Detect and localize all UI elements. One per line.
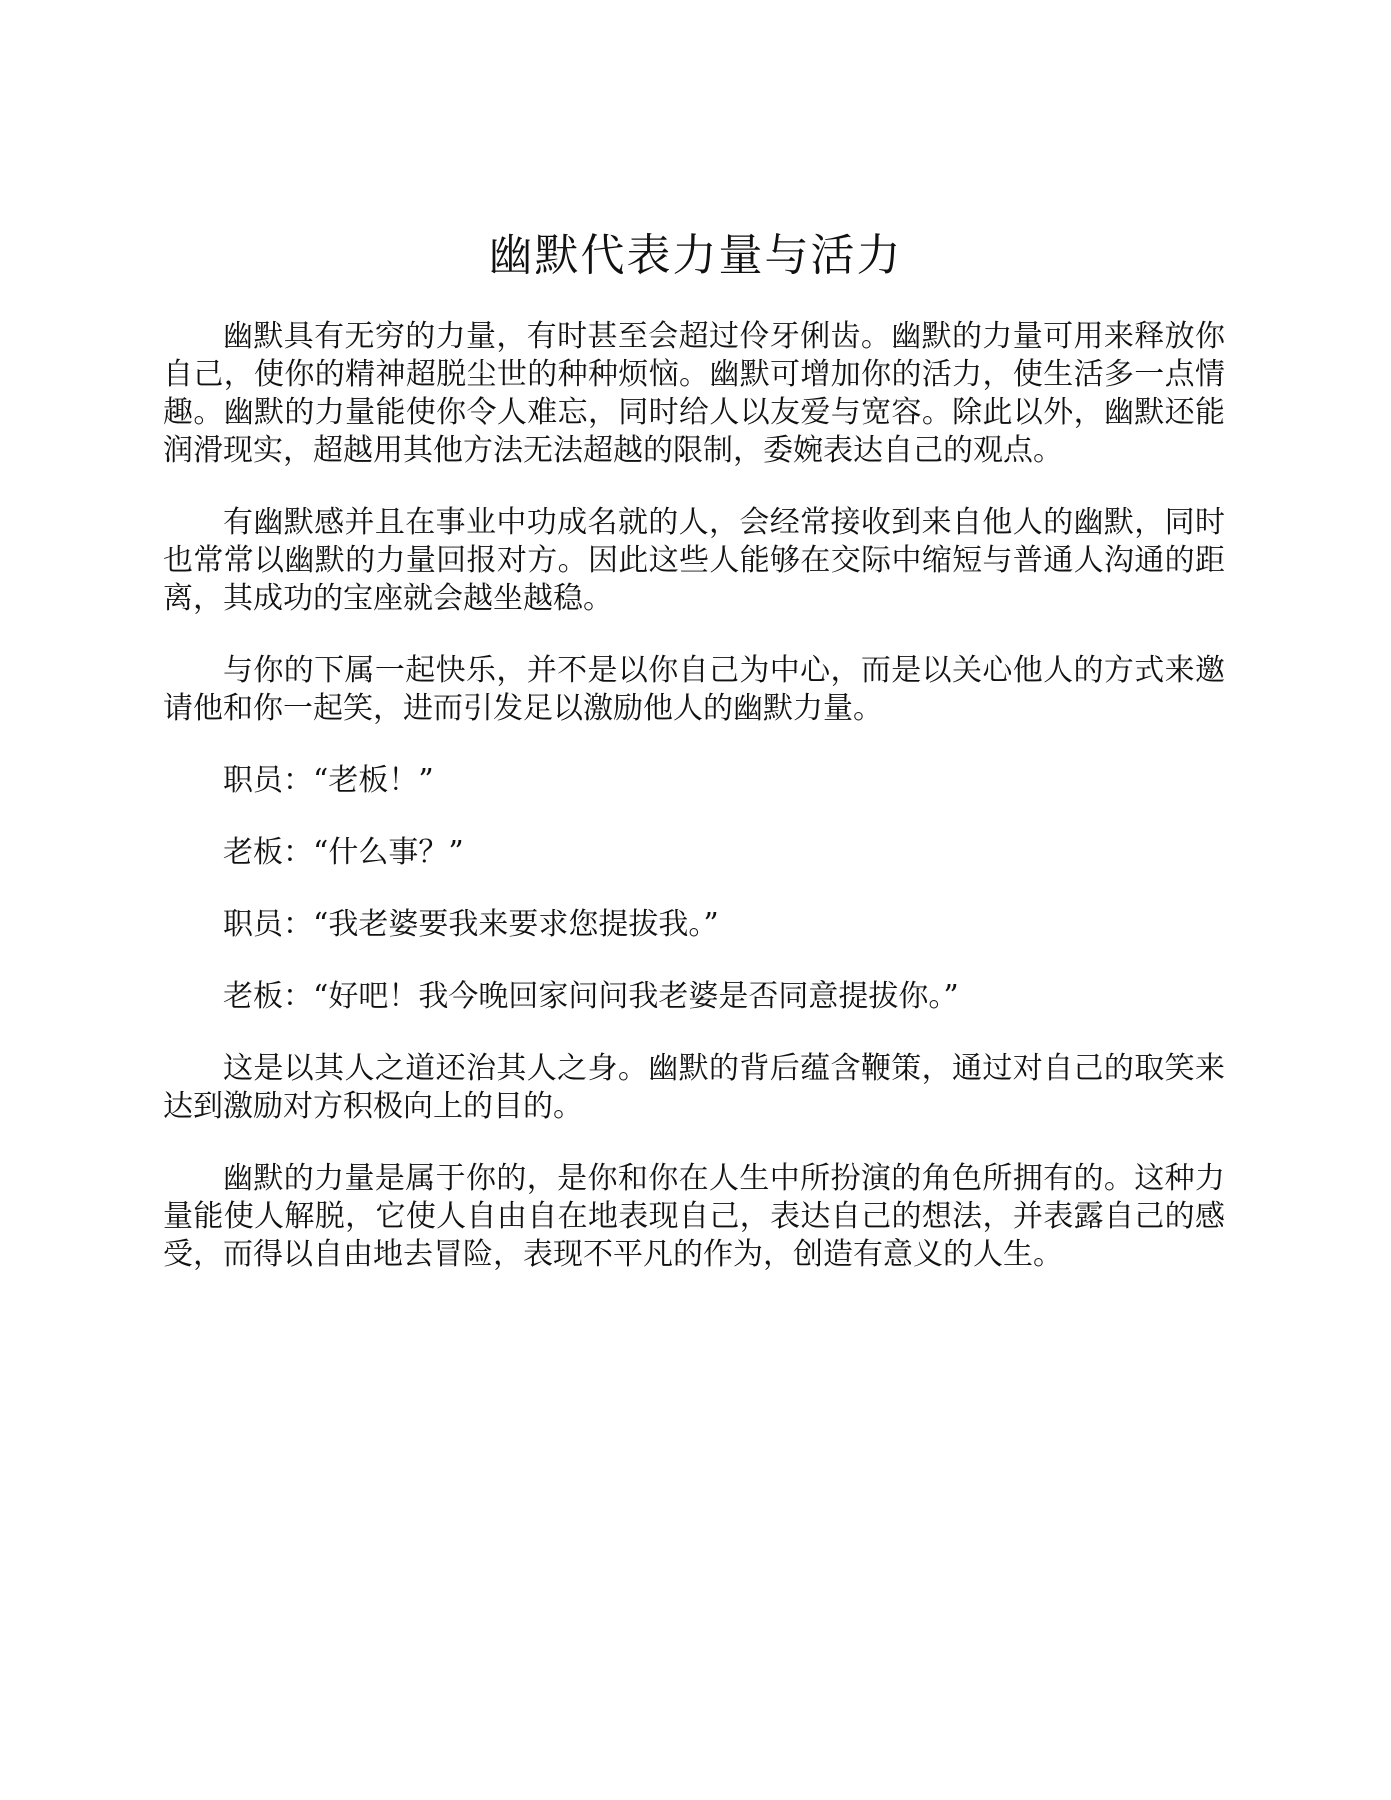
dialogue-line: 老板：“什么事？” [223,835,464,870]
page-title: 幽默代表力量与活力 [488,230,903,281]
dialogue-line: 职员：“我老婆要我来要求您提拔我。” [223,907,719,942]
dialogue-line: 老板：“好吧！我今晚回家问问我老婆是否同意提拔你。” [223,979,959,1014]
document-body [163,318,1225,1308]
paragraph-subordinates: 与你的下属一起快乐，并不是以你自己为中心，而是以关心他人的方式来邀请他和你一起笑，进而引发足以激励他人的幽默力量。 [163,653,1225,726]
paragraph-conclusion: 幽默的力量是属于你的，是你和你在人生中所扮演的角色所拥有的。这种力量能使人解脱，它使人自由自在地表现自己，表达自己的想法，并表露自己的感受，而得以自由地去冒险，表现不平凡的作为，创造有意义的人生。 [163,1161,1225,1272]
dialogue-line: 职员：“老板！” [223,763,434,798]
paragraph-explanation: 这是以其人之道还治其人之身。幽默的背后蕴含鞭策，通过对自己的取笑来达到激励对方积极向上的目的。 [163,1051,1225,1124]
paragraph-intro: 幽默具有无穷的力量，有时甚至会超过伶牙俐齿。幽默的力量可用来释放你自己，使你的精神超脱尘世的种种烦恼。幽默可增加你的活力，使生活多一点情趣。幽默的力量能使你令人难忘，同时给人以友爱与宽容。除此以外，幽默还能润滑现实，超越用其他方法无法超越的限制，委婉表达自己的观点。 [163,319,1225,468]
paragraph-success: 有幽默感并且在事业中功成名就的人，会经常接收到来自他人的幽默，同时也常常以幽默的力量回报对方。因此这些人能够在交际中缩短与普通人沟通的距离，其成功的宝座就会越坐越稳。 [163,505,1225,616]
